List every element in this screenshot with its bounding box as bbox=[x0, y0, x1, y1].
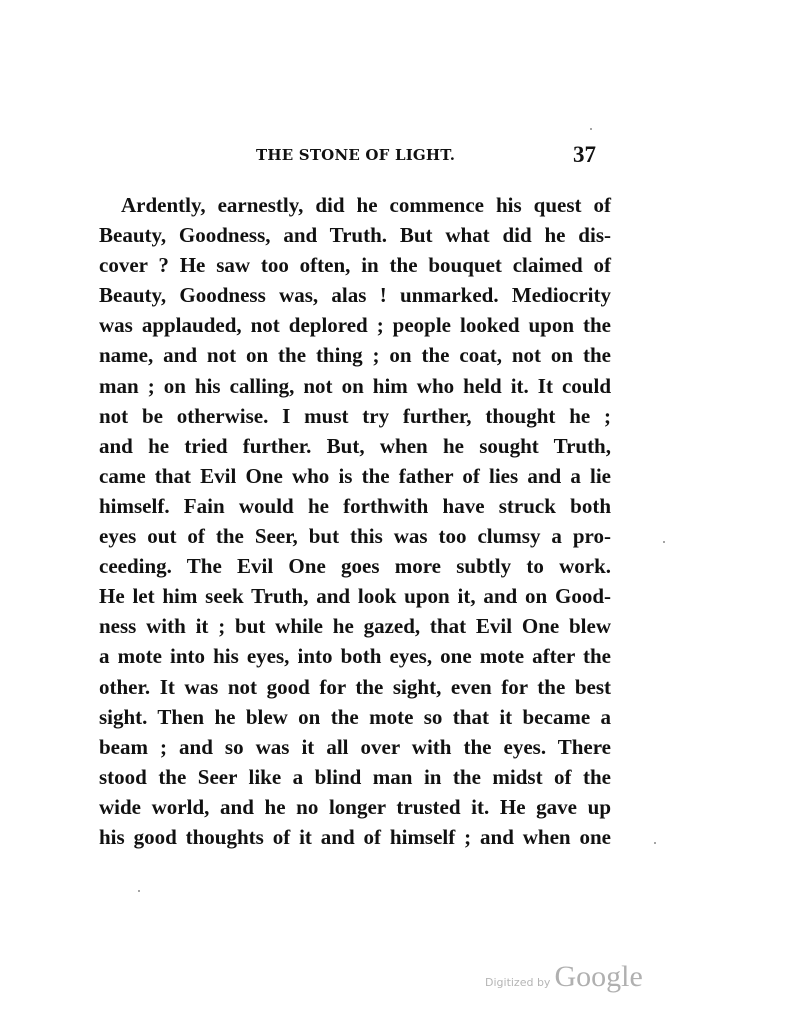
text-line: Ardently, earnestly, did he commence his quest of bbox=[121, 193, 611, 217]
text-line: Beauty, Goodness was, alas ! unmarked. Mediocrity bbox=[99, 283, 611, 308]
text-line: ceeding. The Evil One goes more subtly to work. bbox=[99, 554, 611, 579]
text-line: a mote into his eyes, into both eyes, one mote after the bbox=[99, 644, 611, 669]
text-line: stood the Seer like a blind man in the midst of the bbox=[99, 764, 611, 789]
text-line: eyes out of the Seer, but this was too clumsy a pro- bbox=[99, 524, 611, 549]
text-line: wide world, and he no longer trusted it. He gave up bbox=[99, 794, 611, 819]
body-paragraph bbox=[99, 190, 611, 852]
google-logo: Google bbox=[554, 960, 643, 993]
text-line: and he tried further. But, when he sought Truth, bbox=[99, 433, 611, 458]
digitized-watermark bbox=[485, 960, 643, 994]
text-line: man ; on his calling, not on him who held it. It could bbox=[99, 373, 611, 398]
scan-speck bbox=[663, 541, 665, 543]
scan-speck bbox=[654, 842, 656, 844]
scan-speck bbox=[138, 890, 140, 892]
text-line: name, and not on the thing ; on the coat, not on the bbox=[99, 343, 611, 368]
running-title: THE STONE OF LIGHT. bbox=[256, 146, 456, 164]
watermark-prefix: Digitized by bbox=[485, 976, 551, 989]
text-line: sight. Then he blew on the mote so that it became a bbox=[99, 704, 611, 729]
scan-speck bbox=[590, 128, 592, 130]
text-line: not be otherwise. I must try further, thought he ; bbox=[99, 403, 611, 428]
page-number: 37 bbox=[573, 142, 596, 167]
text-line: other. It was not good for the sight, even for the best bbox=[99, 674, 611, 699]
text-line: cover ? He saw too often, in the bouquet claimed of bbox=[99, 253, 611, 278]
running-head bbox=[256, 144, 594, 168]
text-line: Beauty, Goodness, and Truth. But what did he dis- bbox=[99, 223, 611, 248]
text-line: came that Evil One who is the father of lies and a lie bbox=[99, 463, 611, 488]
text-line: himself. Fain would he forthwith have struck both bbox=[99, 493, 611, 518]
text-line: his good thoughts of it and of himself ; and when one bbox=[99, 824, 611, 849]
text-line: He let him seek Truth, and look upon it, and on Good- bbox=[99, 584, 611, 609]
text-line: was applauded, not deplored ; people looked upon the bbox=[99, 313, 611, 338]
text-line: beam ; and so was it all over with the eyes. There bbox=[99, 734, 611, 759]
text-line: ness with it ; but while he gazed, that Evil One blew bbox=[99, 614, 611, 639]
